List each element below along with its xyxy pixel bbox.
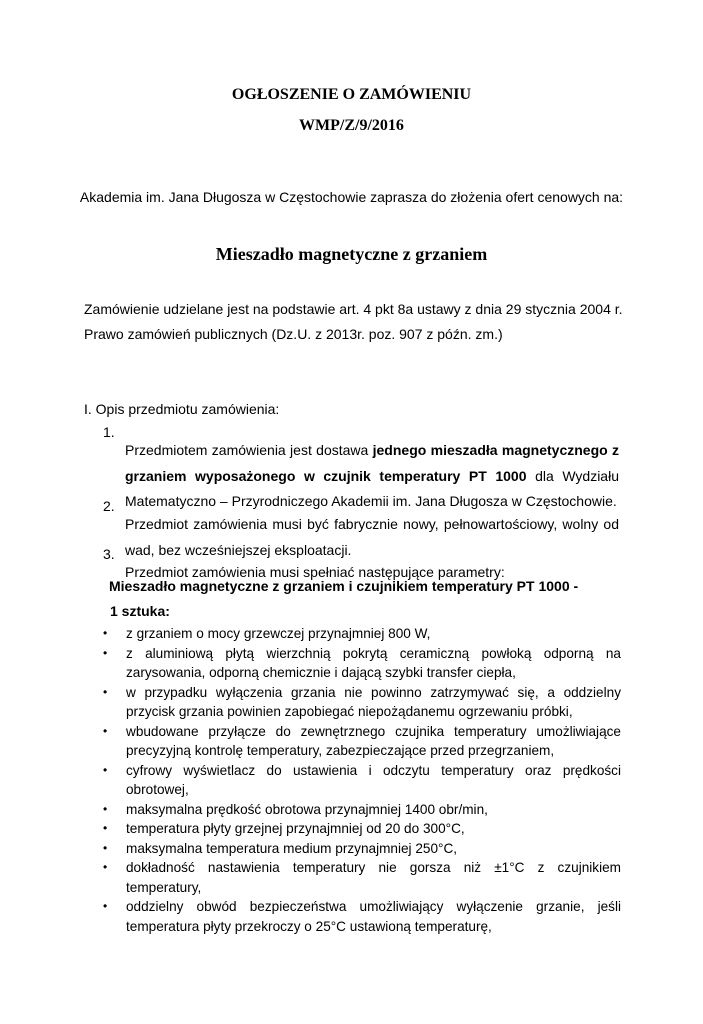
list-item-text: z aluminiową płytą wierzchnią pokrytą ceramiczną powłoką odporną na zarysowania, odporną chemicznie i dającą szybki transfer ciepła, — [126, 645, 621, 680]
bullet-icon: • — [103, 821, 108, 835]
list-item — [101, 761, 621, 800]
list-item-text: Przedmiotem zamówienia jest dostawa — [125, 442, 373, 458]
list-item-text: oddzielny obwód bezpieczeństwa umożliwiający wyłączenie grzanie, jeśli temperatura płyty przekroczy o 25°C ustawioną temperaturę, — [126, 899, 621, 934]
list-item — [101, 839, 621, 859]
bullet-icon: • — [103, 840, 108, 855]
list-item-text: z grzaniem o mocy grzewczej przynajmniej 800 W, — [126, 626, 431, 641]
order-subject: Mieszadło magnetyczne z grzaniem — [215, 244, 488, 264]
list-item — [101, 819, 621, 839]
list-item-text: maksymalna temperatura medium przynajmniej 250°C, — [126, 840, 458, 856]
list-item-text: wbudowane przyłącze do zewnętrznego czujnika temperatury umożliwiające precyzyjną kontrolę temperatury, zabezpieczające przed przegrzaniem, — [126, 723, 621, 758]
bullet-icon: • — [103, 801, 108, 816]
list-item-text: temperatura płyty grzejnej przynajmniej od 20 do 300°C, — [126, 821, 465, 836]
list-item — [101, 722, 621, 761]
section-heading: I. Opis przedmiotu zamówienia: — [84, 401, 280, 417]
bullet-icon: • — [103, 645, 108, 660]
parameters-heading-line: Mieszadło magnetyczne z grzaniem i czujnikiem temperatury PT 1000 - — [109, 578, 579, 594]
intro-text: Akademia im. Jana Długosza w Częstochowie zaprasza do złożenia ofert cenowych na: — [79, 189, 624, 205]
bullet-icon: • — [103, 762, 108, 777]
list-item — [125, 438, 619, 515]
list-item — [101, 644, 621, 683]
parameters-list — [101, 624, 621, 936]
list-item — [101, 897, 621, 936]
parameters-quantity: 1 sztuka: — [110, 603, 170, 619]
list-number: 3. — [103, 546, 115, 562]
list-item-text: dokładność nastawienia temperatury nie gorsza niż ±1°C z czujnikiem temperatury, — [126, 860, 621, 895]
legal-basis: Zamówienie udzielane jest na podstawie art. 4 pkt 8a ustawy z dnia 29 stycznia 2004 r. Prawo zamówień publicznych (Dz.U. z 2013r. poz. 907 z późn. zm.) — [84, 301, 623, 342]
list-item-text: maksymalna prędkość obrotowa przynajmniej 1400 obr/min, — [126, 801, 488, 817]
list-item — [101, 800, 621, 820]
bullet-icon: • — [103, 899, 108, 913]
document-number: WMP/Z/9/2016 — [299, 117, 404, 134]
list-number: 2. — [103, 498, 115, 514]
bullet-icon: • — [103, 684, 108, 699]
list-item-text: w przypadku wyłączenia grzania nie powinno zatrzymywać się, a oddzielny przycisk grzania powinien zapobiegać niepożądanemu ogrzewaniu próbki, — [126, 684, 621, 719]
list-item — [101, 624, 621, 644]
bullet-icon: • — [103, 860, 108, 874]
list-item — [101, 858, 621, 897]
parameters-heading — [109, 574, 629, 624]
list-item-text: cyfrowy wyświetlacz do ustawienia i odczytu temperatury oraz prędkości obrotowej, — [126, 762, 621, 797]
list-item — [101, 683, 621, 722]
bullet-icon: • — [103, 723, 108, 738]
list-item: Przedmiot zamówienia musi spełniać następujące parametry: — [125, 564, 505, 580]
document-title: OGŁOSZENIE O ZAMÓWIENIU — [231, 86, 472, 103]
list-number: 1. — [103, 424, 115, 440]
list-item-text: dla Wydziału Matematyczno – Przyrodniczego Akademii im. Jana Długosza w Częstochowie. — [125, 467, 619, 509]
bullet-icon: • — [103, 626, 108, 640]
list-item: Przedmiot zamówienia musi być fabrycznie nowy, pełnowartościowy, wolny od wad, bez wcześniejszej eksploatacji. — [125, 516, 619, 558]
list-item-emphasis: jednego mieszadła magnetycznego z grzaniem wyposażonego w czujnik temperatury PT 1000 — [125, 442, 619, 484]
